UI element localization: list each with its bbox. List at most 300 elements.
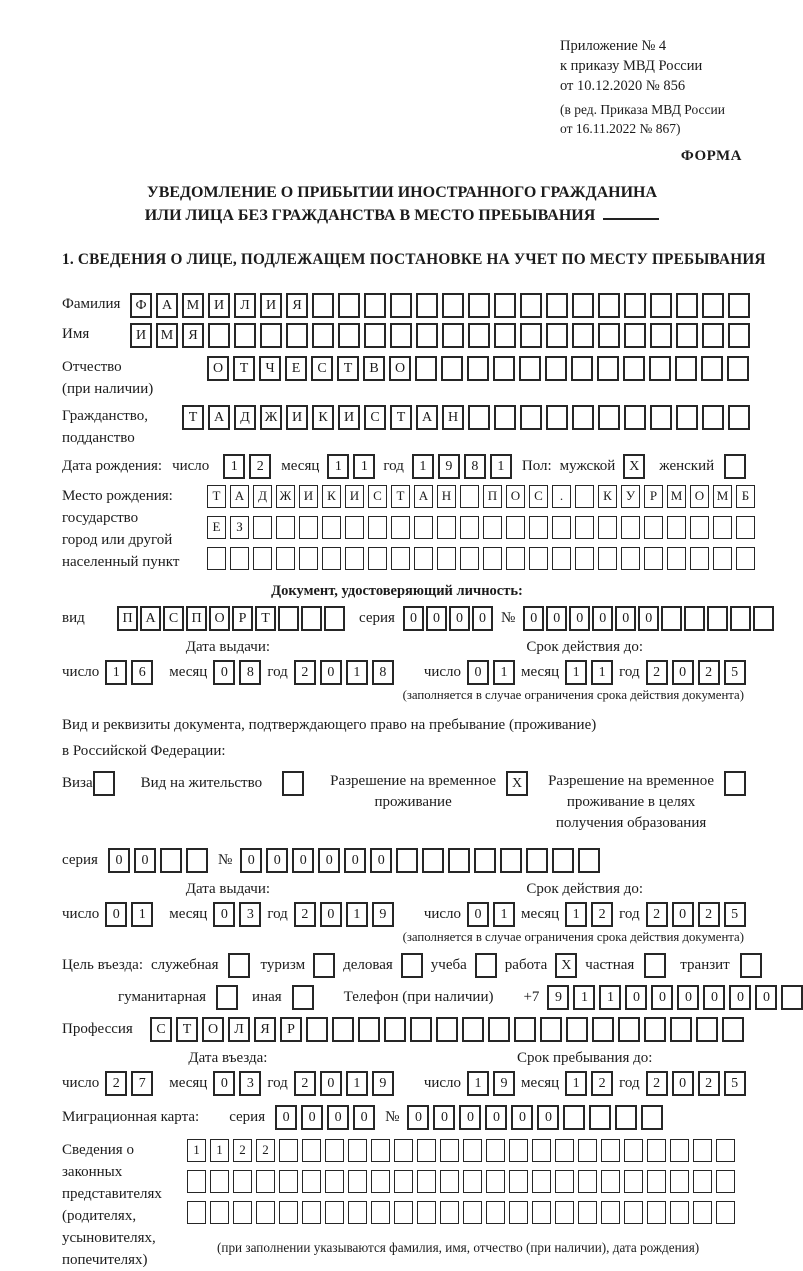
form-cell[interactable] <box>312 323 334 348</box>
form-cell[interactable]: Л <box>228 1017 250 1042</box>
form-cell[interactable]: К <box>322 485 341 508</box>
form-cell[interactable] <box>555 1201 574 1224</box>
form-cell[interactable]: 5 <box>724 902 746 927</box>
form-cell[interactable]: 9 <box>372 902 394 927</box>
form-cell[interactable] <box>722 1017 744 1042</box>
purpose-business-checkbox[interactable] <box>228 953 250 978</box>
form-cell[interactable]: 0 <box>134 848 156 873</box>
form-cell[interactable] <box>736 547 755 570</box>
form-cell[interactable] <box>414 516 433 539</box>
form-cell[interactable] <box>338 293 360 318</box>
form-cell[interactable]: А <box>156 293 178 318</box>
form-cell[interactable]: Т <box>337 356 359 381</box>
form-cell[interactable] <box>598 516 617 539</box>
form-cell[interactable]: Т <box>182 405 204 430</box>
form-cell[interactable] <box>670 1139 689 1162</box>
form-cell[interactable] <box>693 1201 712 1224</box>
form-cell[interactable] <box>463 1170 482 1193</box>
purpose-humanitarian-checkbox[interactable] <box>216 985 238 1010</box>
form-cell[interactable] <box>364 293 386 318</box>
form-cell[interactable]: 1 <box>493 902 515 927</box>
form-cell[interactable]: 0 <box>213 1071 235 1096</box>
form-cell[interactable]: 0 <box>625 985 647 1010</box>
form-cell[interactable] <box>690 547 709 570</box>
form-cell[interactable] <box>299 547 318 570</box>
form-cell[interactable] <box>641 1105 663 1130</box>
form-cell[interactable] <box>650 405 672 430</box>
form-cell[interactable]: Т <box>255 606 276 631</box>
form-cell[interactable] <box>575 516 594 539</box>
form-cell[interactable]: 2 <box>294 902 316 927</box>
form-cell[interactable] <box>701 356 723 381</box>
form-cell[interactable] <box>578 1201 597 1224</box>
form-cell[interactable] <box>589 1105 611 1130</box>
form-cell[interactable]: Т <box>176 1017 198 1042</box>
form-cell[interactable] <box>325 1139 344 1162</box>
purpose-work-checkbox[interactable]: X <box>555 953 577 978</box>
form-cell[interactable] <box>416 293 438 318</box>
form-cell[interactable] <box>572 323 594 348</box>
form-cell[interactable]: И <box>338 405 360 430</box>
form-cell[interactable] <box>279 1139 298 1162</box>
purpose-private-checkbox[interactable] <box>644 953 666 978</box>
form-cell[interactable]: 1 <box>327 454 349 479</box>
form-cell[interactable]: П <box>483 485 502 508</box>
form-cell[interactable] <box>256 1170 275 1193</box>
form-cell[interactable]: С <box>163 606 184 631</box>
form-cell[interactable] <box>781 985 803 1010</box>
form-cell[interactable] <box>483 516 502 539</box>
form-cell[interactable]: 1 <box>353 454 375 479</box>
form-cell[interactable] <box>437 547 456 570</box>
form-cell[interactable]: 3 <box>239 902 261 927</box>
temp-residence-education-checkbox[interactable] <box>724 771 746 796</box>
form-cell[interactable]: 0 <box>523 606 544 631</box>
form-cell[interactable]: 1 <box>599 985 621 1010</box>
form-cell[interactable]: 0 <box>569 606 590 631</box>
form-cell[interactable] <box>416 323 438 348</box>
form-cell[interactable] <box>187 1201 206 1224</box>
form-cell[interactable] <box>415 356 437 381</box>
form-cell[interactable] <box>624 1201 643 1224</box>
form-cell[interactable]: 0 <box>511 1105 533 1130</box>
purpose-other-checkbox[interactable] <box>292 985 314 1010</box>
form-cell[interactable] <box>572 405 594 430</box>
form-cell[interactable]: М <box>182 293 204 318</box>
form-cell[interactable]: Ф <box>130 293 152 318</box>
form-cell[interactable] <box>299 516 318 539</box>
form-cell[interactable] <box>727 356 749 381</box>
form-cell[interactable]: М <box>713 485 732 508</box>
form-cell[interactable]: 1 <box>493 660 515 685</box>
form-cell[interactable]: 1 <box>467 1071 489 1096</box>
form-cell[interactable] <box>716 1201 735 1224</box>
form-cell[interactable] <box>529 516 548 539</box>
form-cell[interactable] <box>486 1201 505 1224</box>
form-cell[interactable]: 0 <box>703 985 725 1010</box>
form-cell[interactable]: 1 <box>346 1071 368 1096</box>
form-cell[interactable] <box>509 1201 528 1224</box>
form-cell[interactable] <box>647 1170 666 1193</box>
form-cell[interactable] <box>526 848 548 873</box>
form-cell[interactable]: А <box>230 485 249 508</box>
form-cell[interactable]: 0 <box>467 660 489 685</box>
form-cell[interactable]: О <box>506 485 525 508</box>
form-cell[interactable] <box>621 516 640 539</box>
form-cell[interactable] <box>598 405 620 430</box>
form-cell[interactable]: П <box>186 606 207 631</box>
form-cell[interactable] <box>578 1139 597 1162</box>
form-cell[interactable] <box>563 1105 585 1130</box>
form-cell[interactable]: К <box>312 405 334 430</box>
form-cell[interactable] <box>440 1139 459 1162</box>
form-cell[interactable] <box>728 293 750 318</box>
form-cell[interactable]: Р <box>280 1017 302 1042</box>
form-cell[interactable]: 0 <box>292 848 314 873</box>
form-cell[interactable] <box>621 547 640 570</box>
form-cell[interactable] <box>545 356 567 381</box>
form-cell[interactable] <box>302 1139 321 1162</box>
form-cell[interactable]: 1 <box>573 985 595 1010</box>
form-cell[interactable] <box>390 323 412 348</box>
form-cell[interactable]: 0 <box>449 606 470 631</box>
form-cell[interactable] <box>597 356 619 381</box>
form-cell[interactable]: С <box>529 485 548 508</box>
form-cell[interactable]: 0 <box>108 848 130 873</box>
form-cell[interactable] <box>460 485 479 508</box>
form-cell[interactable] <box>624 405 646 430</box>
form-cell[interactable]: О <box>209 606 230 631</box>
form-cell[interactable] <box>592 1017 614 1042</box>
form-cell[interactable] <box>693 1170 712 1193</box>
form-cell[interactable] <box>601 1170 620 1193</box>
form-cell[interactable]: Ж <box>276 485 295 508</box>
form-cell[interactable]: С <box>150 1017 172 1042</box>
form-cell[interactable] <box>345 547 364 570</box>
form-cell[interactable] <box>670 1201 689 1224</box>
form-cell[interactable]: А <box>414 485 433 508</box>
form-cell[interactable]: 1 <box>565 902 587 927</box>
form-cell[interactable] <box>578 848 600 873</box>
form-cell[interactable] <box>676 293 698 318</box>
form-cell[interactable] <box>325 1170 344 1193</box>
form-cell[interactable] <box>437 516 456 539</box>
form-cell[interactable] <box>696 1017 718 1042</box>
form-cell[interactable]: 0 <box>407 1105 429 1130</box>
form-cell[interactable] <box>601 1139 620 1162</box>
form-cell[interactable] <box>506 516 525 539</box>
form-cell[interactable] <box>256 1201 275 1224</box>
form-cell[interactable]: О <box>690 485 709 508</box>
form-cell[interactable]: Т <box>233 356 255 381</box>
form-cell[interactable] <box>230 547 249 570</box>
form-cell[interactable]: 0 <box>266 848 288 873</box>
form-cell[interactable] <box>463 1139 482 1162</box>
form-cell[interactable] <box>644 516 663 539</box>
form-cell[interactable] <box>371 1201 390 1224</box>
form-cell[interactable]: 9 <box>372 1071 394 1096</box>
form-cell[interactable]: 1 <box>210 1139 229 1162</box>
form-cell[interactable]: Т <box>391 485 410 508</box>
form-cell[interactable] <box>302 1201 321 1224</box>
form-cell[interactable] <box>302 1170 321 1193</box>
form-cell[interactable]: 2 <box>591 902 613 927</box>
form-cell[interactable] <box>422 848 444 873</box>
form-cell[interactable] <box>494 405 516 430</box>
form-cell[interactable] <box>210 1170 229 1193</box>
form-cell[interactable]: 5 <box>724 660 746 685</box>
form-cell[interactable]: И <box>286 405 308 430</box>
form-cell[interactable] <box>546 405 568 430</box>
form-cell[interactable]: 2 <box>294 1071 316 1096</box>
form-cell[interactable]: 0 <box>320 902 342 927</box>
form-cell[interactable] <box>728 323 750 348</box>
form-cell[interactable]: 0 <box>320 1071 342 1096</box>
form-cell[interactable]: 2 <box>646 902 668 927</box>
form-cell[interactable] <box>493 356 515 381</box>
form-cell[interactable] <box>676 323 698 348</box>
form-cell[interactable] <box>546 323 568 348</box>
form-cell[interactable] <box>624 293 646 318</box>
form-cell[interactable]: 9 <box>547 985 569 1010</box>
form-cell[interactable] <box>483 547 502 570</box>
form-cell[interactable] <box>187 1170 206 1193</box>
form-cell[interactable]: О <box>207 356 229 381</box>
form-cell[interactable] <box>186 848 208 873</box>
form-cell[interactable] <box>384 1017 406 1042</box>
form-cell[interactable]: М <box>156 323 178 348</box>
form-cell[interactable]: С <box>368 485 387 508</box>
form-cell[interactable]: 0 <box>537 1105 559 1130</box>
form-cell[interactable] <box>540 1017 562 1042</box>
form-cell[interactable] <box>358 1017 380 1042</box>
form-cell[interactable] <box>520 405 542 430</box>
form-cell[interactable]: 0 <box>672 660 694 685</box>
form-cell[interactable] <box>210 1201 229 1224</box>
form-cell[interactable] <box>325 1201 344 1224</box>
form-cell[interactable]: 2 <box>591 1071 613 1096</box>
form-cell[interactable] <box>348 1170 367 1193</box>
form-cell[interactable]: Е <box>207 516 226 539</box>
form-cell[interactable] <box>623 356 645 381</box>
form-cell[interactable] <box>474 848 496 873</box>
form-cell[interactable]: 2 <box>646 660 668 685</box>
form-cell[interactable] <box>467 356 489 381</box>
form-cell[interactable] <box>391 547 410 570</box>
form-cell[interactable] <box>644 1017 666 1042</box>
form-cell[interactable] <box>575 485 594 508</box>
form-cell[interactable]: 1 <box>591 660 613 685</box>
form-cell[interactable] <box>707 606 728 631</box>
form-cell[interactable] <box>233 1201 252 1224</box>
form-cell[interactable]: И <box>208 293 230 318</box>
form-cell[interactable]: 1 <box>223 454 245 479</box>
form-cell[interactable]: 1 <box>131 902 153 927</box>
form-cell[interactable] <box>571 356 593 381</box>
form-cell[interactable] <box>410 1017 432 1042</box>
form-cell[interactable] <box>713 547 732 570</box>
form-cell[interactable]: 0 <box>433 1105 455 1130</box>
form-cell[interactable] <box>728 405 750 430</box>
form-cell[interactable] <box>486 1139 505 1162</box>
form-cell[interactable] <box>670 1170 689 1193</box>
form-cell[interactable] <box>463 1201 482 1224</box>
form-cell[interactable]: 0 <box>426 606 447 631</box>
form-cell[interactable] <box>598 547 617 570</box>
form-cell[interactable] <box>624 323 646 348</box>
form-cell[interactable] <box>488 1017 510 1042</box>
form-cell[interactable] <box>414 547 433 570</box>
form-cell[interactable] <box>675 356 697 381</box>
form-cell[interactable] <box>713 516 732 539</box>
form-cell[interactable] <box>572 293 594 318</box>
form-cell[interactable] <box>598 323 620 348</box>
form-cell[interactable] <box>394 1139 413 1162</box>
form-cell[interactable]: 0 <box>672 1071 694 1096</box>
form-cell[interactable] <box>417 1201 436 1224</box>
form-cell[interactable]: 1 <box>346 660 368 685</box>
form-cell[interactable] <box>460 547 479 570</box>
form-cell[interactable]: Е <box>285 356 307 381</box>
form-cell[interactable]: З <box>230 516 249 539</box>
form-cell[interactable] <box>520 323 542 348</box>
form-cell[interactable] <box>667 516 686 539</box>
form-cell[interactable]: 0 <box>275 1105 297 1130</box>
form-cell[interactable]: 1 <box>565 1071 587 1096</box>
form-cell[interactable]: 0 <box>592 606 613 631</box>
form-cell[interactable] <box>253 547 272 570</box>
form-cell[interactable]: 0 <box>240 848 262 873</box>
form-cell[interactable] <box>260 323 282 348</box>
form-cell[interactable]: Д <box>234 405 256 430</box>
form-cell[interactable] <box>368 516 387 539</box>
purpose-transit-checkbox[interactable] <box>740 953 762 978</box>
form-cell[interactable] <box>441 356 463 381</box>
form-cell[interactable]: 0 <box>467 902 489 927</box>
form-cell[interactable]: О <box>202 1017 224 1042</box>
form-cell[interactable]: Ч <box>259 356 281 381</box>
form-cell[interactable] <box>649 356 671 381</box>
form-cell[interactable] <box>394 1201 413 1224</box>
form-cell[interactable] <box>208 323 230 348</box>
form-cell[interactable]: 9 <box>493 1071 515 1096</box>
form-cell[interactable]: Т <box>390 405 412 430</box>
form-cell[interactable] <box>417 1170 436 1193</box>
form-cell[interactable]: 0 <box>615 606 636 631</box>
form-cell[interactable]: Д <box>253 485 272 508</box>
form-cell[interactable] <box>234 323 256 348</box>
form-cell[interactable] <box>716 1170 735 1193</box>
form-cell[interactable] <box>647 1201 666 1224</box>
form-cell[interactable] <box>440 1170 459 1193</box>
form-cell[interactable]: 0 <box>472 606 493 631</box>
form-cell[interactable]: И <box>299 485 318 508</box>
form-cell[interactable] <box>519 356 541 381</box>
form-cell[interactable] <box>509 1139 528 1162</box>
form-cell[interactable]: 2 <box>105 1071 127 1096</box>
form-cell[interactable]: 7 <box>131 1071 153 1096</box>
form-cell[interactable] <box>468 323 490 348</box>
form-cell[interactable]: Т <box>207 485 226 508</box>
form-cell[interactable] <box>702 323 724 348</box>
form-cell[interactable] <box>253 516 272 539</box>
form-cell[interactable] <box>693 1139 712 1162</box>
form-cell[interactable] <box>650 293 672 318</box>
form-cell[interactable]: В <box>363 356 385 381</box>
form-cell[interactable]: 5 <box>724 1071 746 1096</box>
form-cell[interactable]: 0 <box>213 902 235 927</box>
form-cell[interactable] <box>566 1017 588 1042</box>
form-cell[interactable] <box>332 1017 354 1042</box>
form-cell[interactable] <box>448 848 470 873</box>
form-cell[interactable] <box>506 547 525 570</box>
visa-checkbox[interactable] <box>93 771 115 796</box>
form-cell[interactable]: И <box>130 323 152 348</box>
form-cell[interactable] <box>207 547 226 570</box>
form-cell[interactable]: Н <box>442 405 464 430</box>
form-cell[interactable]: Я <box>286 293 308 318</box>
form-cell[interactable] <box>322 547 341 570</box>
form-cell[interactable] <box>276 516 295 539</box>
sex-female-checkbox[interactable] <box>724 454 746 479</box>
form-cell[interactable]: Б <box>736 485 755 508</box>
form-cell[interactable] <box>650 323 672 348</box>
form-cell[interactable] <box>486 1170 505 1193</box>
form-cell[interactable]: Я <box>182 323 204 348</box>
form-cell[interactable]: 1 <box>187 1139 206 1162</box>
form-cell[interactable]: 2 <box>256 1139 275 1162</box>
form-cell[interactable] <box>417 1139 436 1162</box>
form-cell[interactable]: 0 <box>638 606 659 631</box>
form-cell[interactable] <box>391 516 410 539</box>
form-cell[interactable] <box>442 323 464 348</box>
form-cell[interactable] <box>306 1017 328 1042</box>
form-cell[interactable]: 9 <box>438 454 460 479</box>
form-cell[interactable]: С <box>311 356 333 381</box>
form-cell[interactable]: 8 <box>372 660 394 685</box>
form-cell[interactable] <box>348 1201 367 1224</box>
sex-male-checkbox[interactable]: X <box>623 454 645 479</box>
form-cell[interactable] <box>364 323 386 348</box>
form-cell[interactable] <box>286 323 308 348</box>
form-cell[interactable]: И <box>260 293 282 318</box>
form-cell[interactable]: 0 <box>213 660 235 685</box>
form-cell[interactable] <box>753 606 774 631</box>
temp-residence-checkbox[interactable]: X <box>506 771 528 796</box>
form-cell[interactable] <box>396 848 418 873</box>
form-cell[interactable]: К <box>598 485 617 508</box>
form-cell[interactable]: 0 <box>370 848 392 873</box>
form-cell[interactable] <box>532 1201 551 1224</box>
form-cell[interactable]: Р <box>232 606 253 631</box>
form-cell[interactable] <box>460 516 479 539</box>
form-cell[interactable] <box>509 1170 528 1193</box>
form-cell[interactable]: 0 <box>320 660 342 685</box>
form-cell[interactable]: 0 <box>318 848 340 873</box>
form-cell[interactable] <box>233 1170 252 1193</box>
form-cell[interactable]: 0 <box>459 1105 481 1130</box>
form-cell[interactable]: 2 <box>249 454 271 479</box>
form-cell[interactable] <box>690 516 709 539</box>
purpose-tourism-checkbox[interactable] <box>313 953 335 978</box>
form-cell[interactable]: 0 <box>546 606 567 631</box>
form-cell[interactable]: Н <box>437 485 456 508</box>
form-cell[interactable]: 8 <box>239 660 261 685</box>
form-cell[interactable]: 0 <box>301 1105 323 1130</box>
form-cell[interactable] <box>494 323 516 348</box>
form-cell[interactable]: 2 <box>294 660 316 685</box>
form-cell[interactable] <box>348 1139 367 1162</box>
